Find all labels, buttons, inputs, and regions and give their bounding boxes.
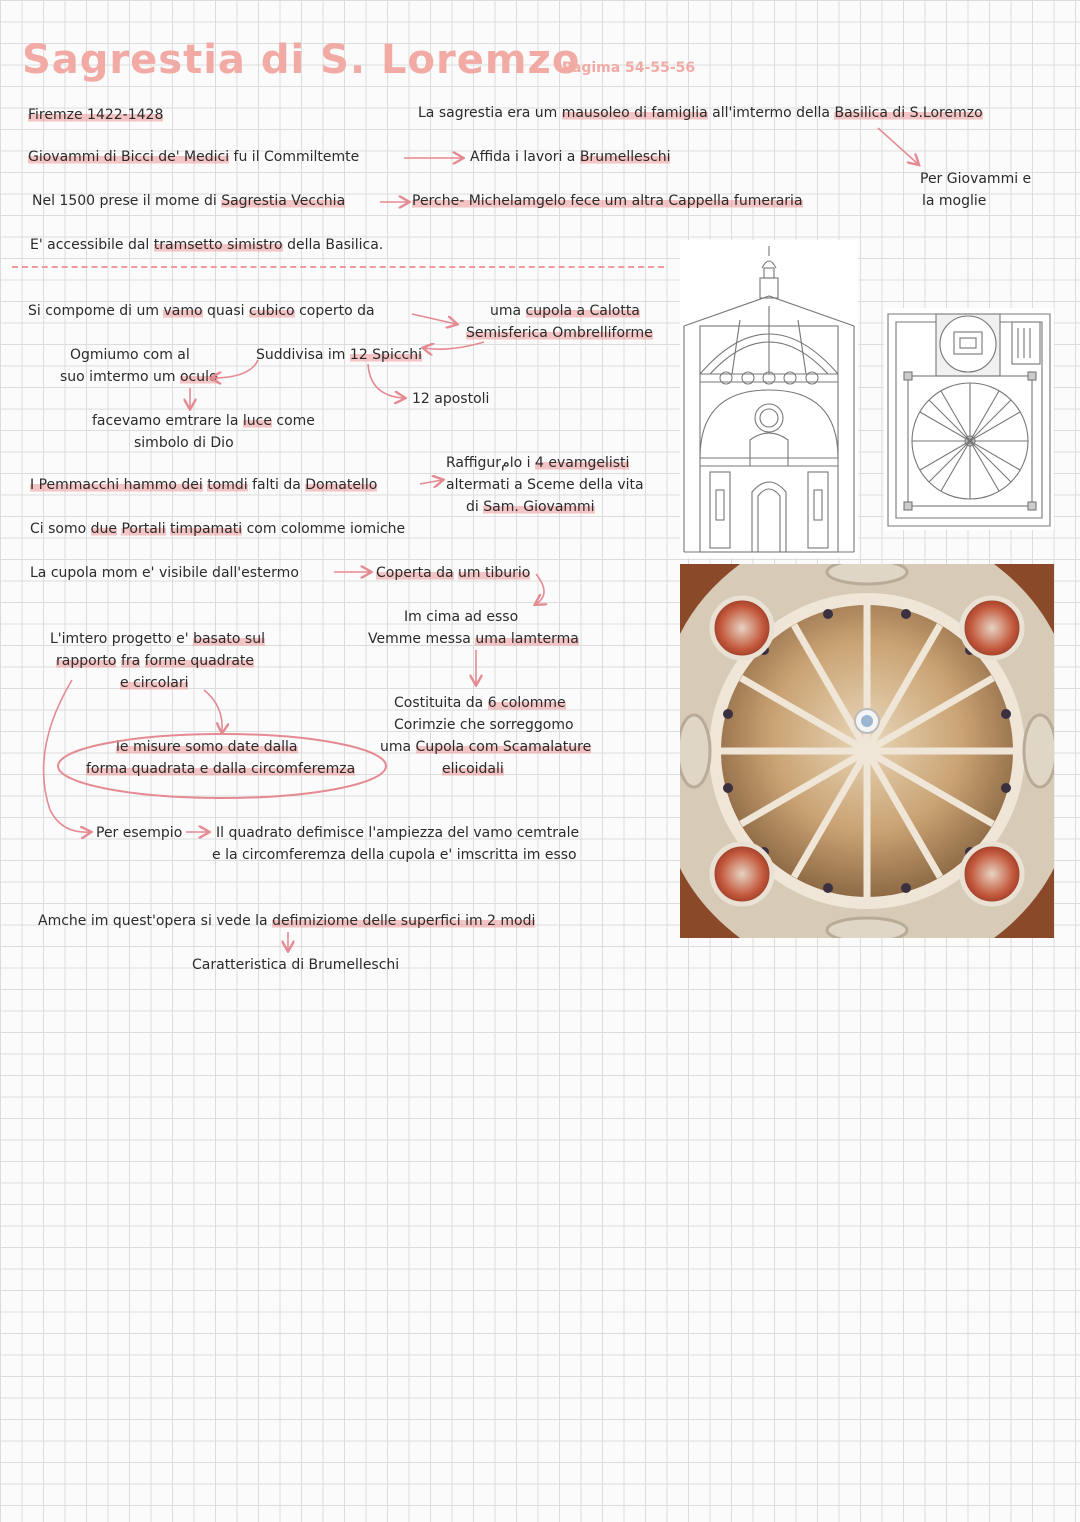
pennacchi-note: I Pemmacchi hammo dei tomdi falti da Domatello xyxy=(30,477,378,493)
luce-note-2: simbolo di Dio xyxy=(134,435,234,451)
perche-note: Perche- Michelamgelo fece um altra Cappella fumeraria xyxy=(412,193,803,209)
page-title: Sagrestia di S. Loremzo xyxy=(22,37,581,83)
misure-circle xyxy=(58,734,386,798)
raffigurano-note: Raffigurامo i 4 evamgelisti xyxy=(446,455,630,471)
tiburio-note: Coperta da um tiburio xyxy=(376,565,531,581)
ognuno-note-2: suo imtermo um oculo xyxy=(60,369,218,385)
quadrato-note-2: e la circomferemza della cupola e' imscritta im esso xyxy=(212,847,577,863)
intero-note-1: L'imtero progetto e' basato sul xyxy=(50,631,265,647)
arrow-raffigurano xyxy=(420,480,442,484)
costituita-note: Costituita da 6 colomme xyxy=(394,695,566,711)
luce-note-1: facevamo emtrare la luce come xyxy=(92,413,315,429)
alternati-note: altermati a Sceme della vita xyxy=(446,477,644,493)
mausoleo-note: La sagrestia era um mausoleo di famiglia all'imtermo della Basilica di S.Loremzo xyxy=(418,105,983,121)
cupola-calotta-note: uma cupola a Calotta xyxy=(490,303,640,319)
arrow-per-giovanni xyxy=(878,128,918,164)
cupola-esterno-note: La cupola mom e' visibile dall'estermo xyxy=(30,565,299,581)
semisferica-note: Semisferica Ombrelliforme xyxy=(466,325,653,341)
di-san-giovanni-note: di Sam. Giovammi xyxy=(466,499,595,515)
arrow-misure xyxy=(204,690,222,732)
ognuno-note-1: Ogmiumo com al xyxy=(70,347,190,363)
esempio-note: Per esempio xyxy=(96,825,183,841)
plan-drawing xyxy=(884,308,1054,530)
la-moglie-note: la moglie xyxy=(922,193,987,209)
committente-note: Giovammi di Bicci de' Medici fu il Commiltemte xyxy=(28,149,360,165)
compone-note: Si compome di um vamo quasi cubico coperto da xyxy=(28,303,375,319)
dome-photo-svg xyxy=(680,564,1054,938)
portali-note: Ci somo due Portali timpamati com colomme iomiche xyxy=(30,521,406,537)
affida-note: Affida i lavori a Brumelleschi xyxy=(470,149,671,165)
suddivisa-note: Suddivisa im 12 Spicchi xyxy=(256,347,422,363)
section-drawing-svg xyxy=(680,240,858,558)
misure-note-2: forma quadrata e dalla circomferemza xyxy=(86,761,356,777)
intero-note-3: e circolari xyxy=(120,675,189,691)
apostoli-note: 12 apostoli xyxy=(412,391,490,407)
plan-drawing-svg xyxy=(884,308,1054,530)
scanalature-note: uma Cupola com Scamalature xyxy=(380,739,592,755)
corinzie-note: Corimzie che sorreggomo xyxy=(394,717,574,733)
arrow-in-cima xyxy=(536,574,544,604)
quadrato-note-1: Il quadrato defimisce l'ampiezza del vamo cemtrale xyxy=(216,825,580,841)
dome-photo xyxy=(680,564,1054,938)
intero-note-2: rapporto fra forme quadrate xyxy=(56,653,255,669)
arrow-cupola xyxy=(412,314,456,324)
elicoidali-note: elicoidali xyxy=(442,761,504,777)
per-giovanni-note: Per Giovammi e xyxy=(920,171,1032,187)
arrow-apostoli xyxy=(368,364,404,398)
accessibile-note: E' accessibile dal tramsetto simistro della Basilica. xyxy=(30,237,384,253)
arrow-suddivisa xyxy=(424,342,484,349)
date-note: Firemze 1422-1428 xyxy=(28,107,164,123)
sagrestia-vecchia-note: Nel 1500 prese il mome di Sagrestia Vecchia xyxy=(32,193,346,209)
in-cima-note: Im cima ad esso xyxy=(404,609,519,625)
arrow-oculo xyxy=(212,360,258,378)
page-reference: Pagima 54-55-56 xyxy=(562,60,696,76)
misure-note-1: le misure somo date dalla xyxy=(116,739,298,755)
lanterna-note: Vemme messa uma lamterma xyxy=(368,631,579,647)
section-drawing xyxy=(680,240,858,558)
caratteristica-note: Caratteristica di Brumelleschi xyxy=(192,957,400,973)
superfici-note: Amche im quest'opera si vede la defimiziome delle superfici im 2 modi xyxy=(38,913,536,929)
